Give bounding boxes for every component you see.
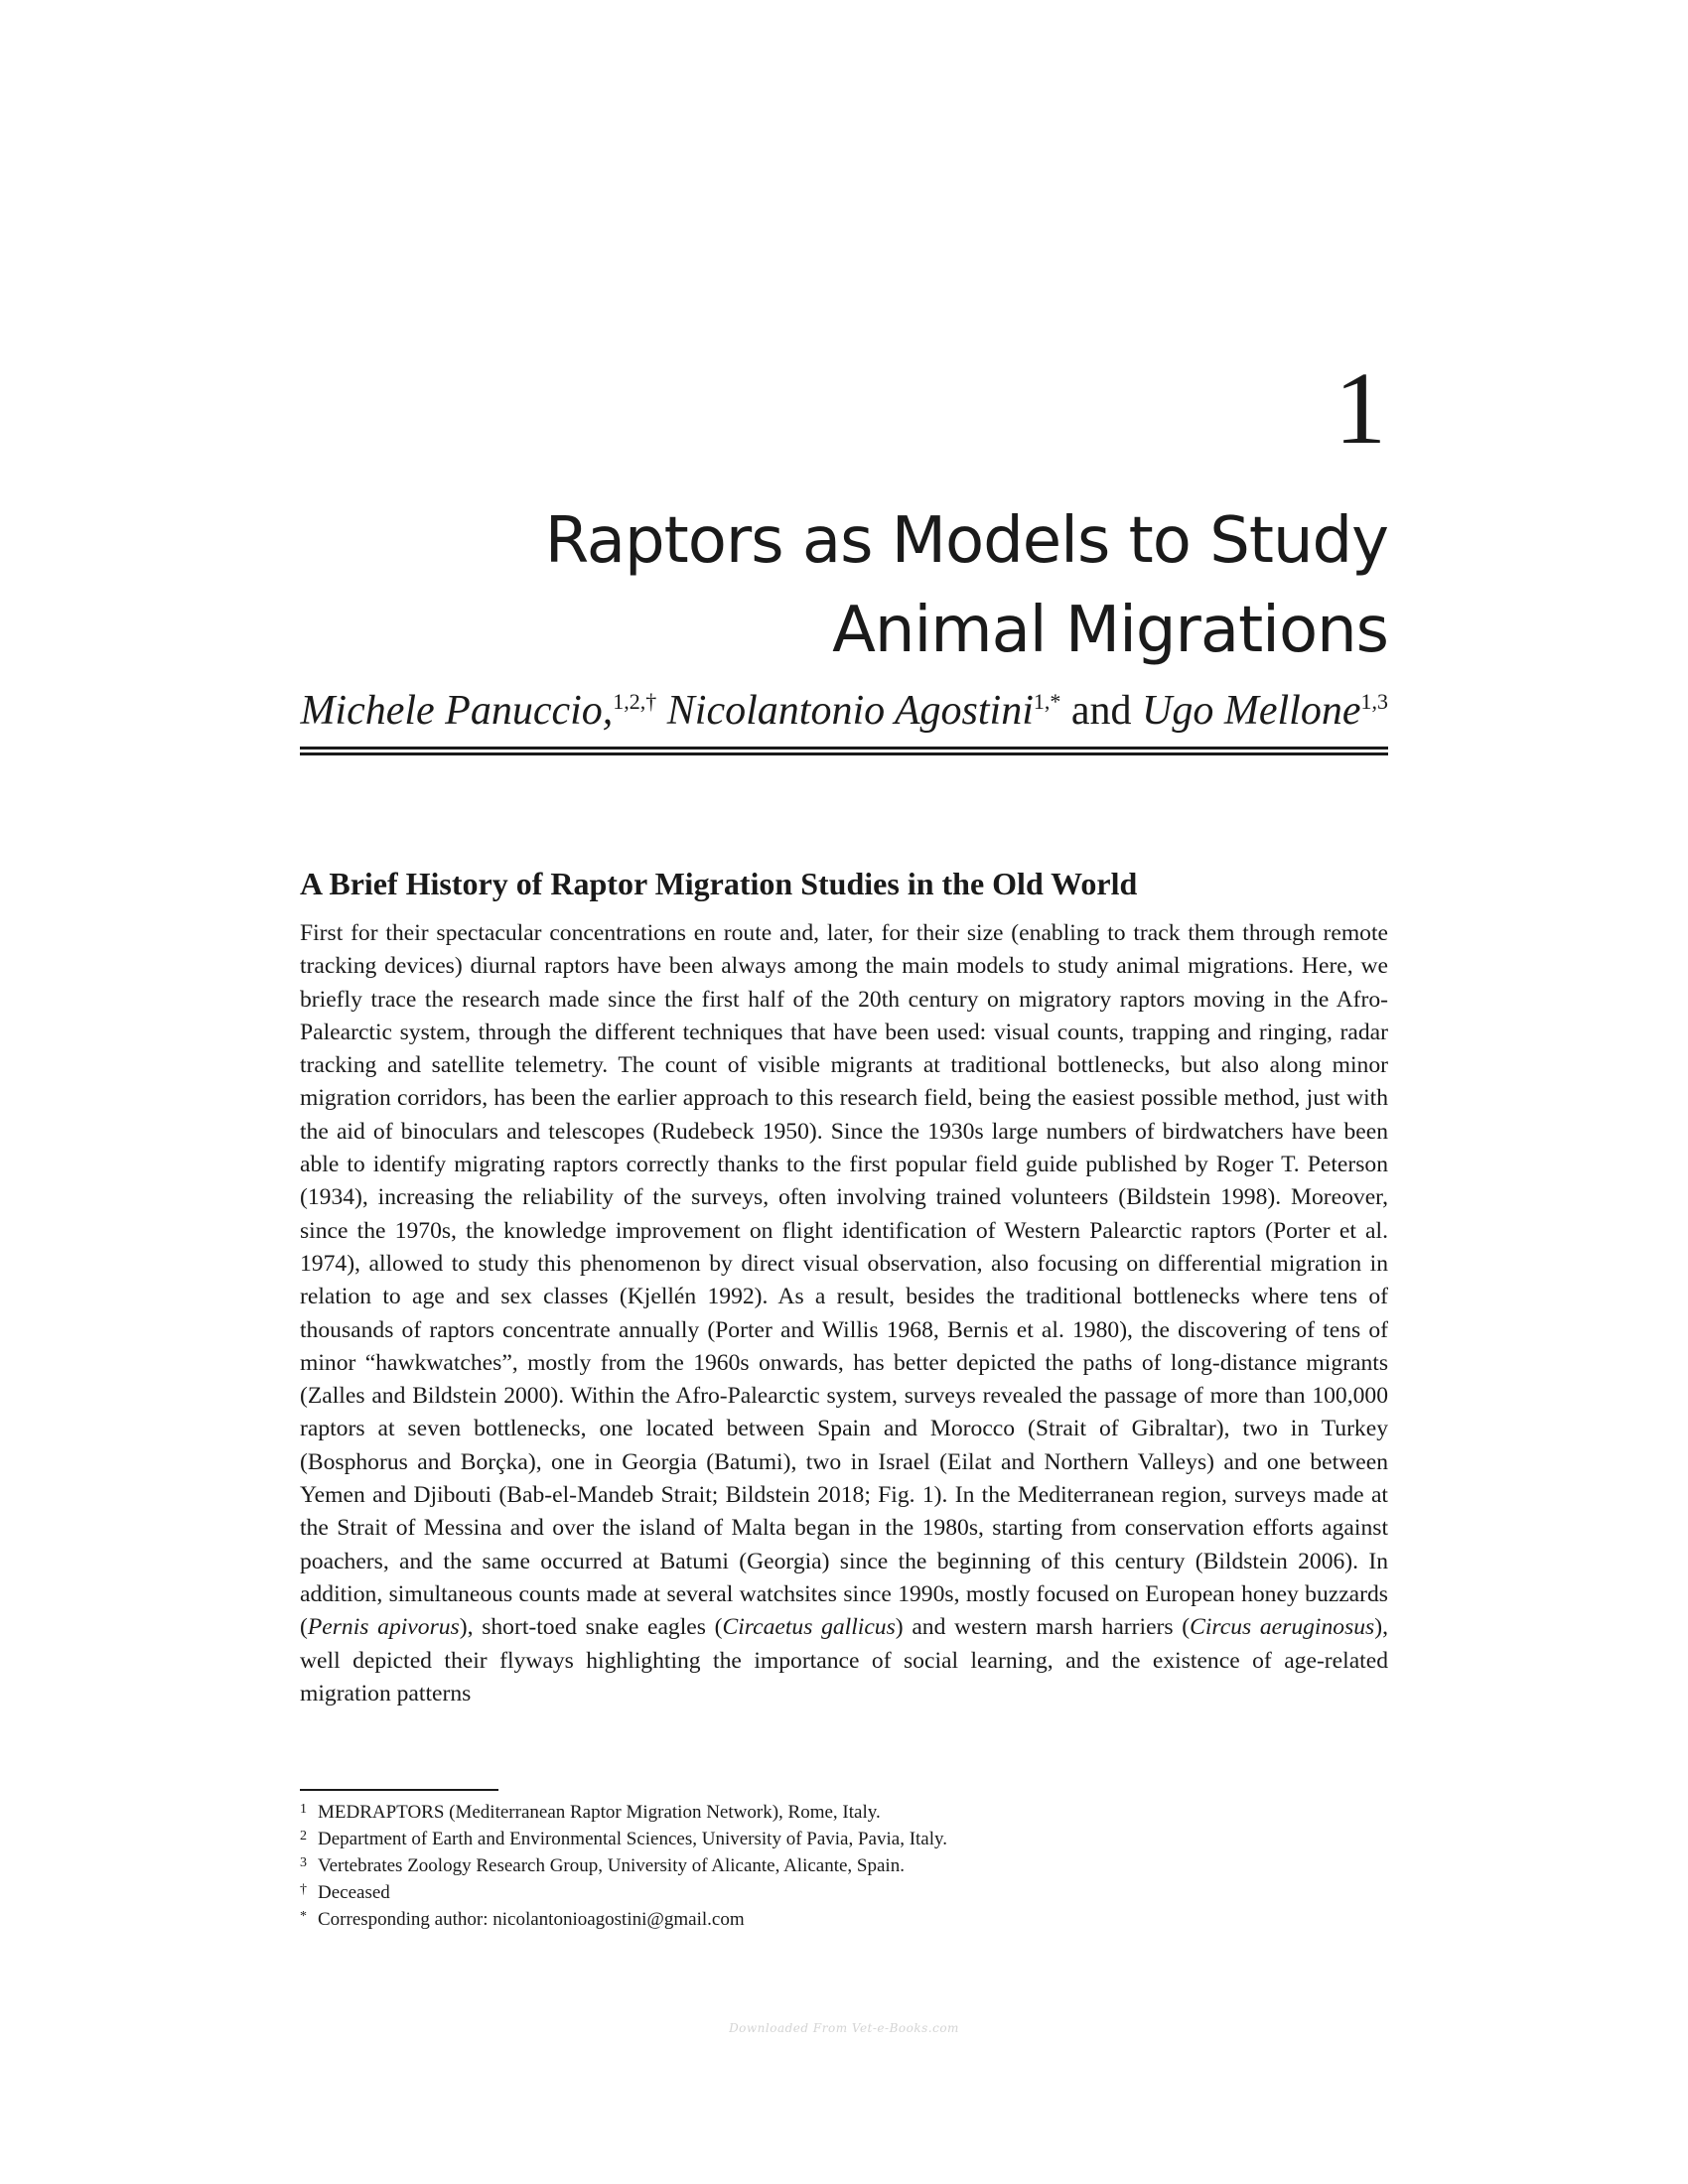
footnote-item bbox=[300, 1799, 1388, 1826]
footnote-mark: † bbox=[300, 1882, 307, 1897]
rule-line bbox=[300, 747, 1388, 750]
body-text-run: ), short-toed snake eagles ( bbox=[459, 1614, 723, 1641]
footnote-item bbox=[300, 1826, 1388, 1852]
body-text-run: First for their spectacular concentrations en route and, later, for their size (enabling to track them through remote tracking devices) diurnal raptors have been always among the main models to study animal migrations. Here, we briefly trace the research made since the first half of the 20th century on migratory raptors moving in the Afro-Palearctic system, through the different techniques that have been used: visual counts, trapping and ringing, radar tracking and satellite telemetry. The count of visible migrants at traditional bottlenecks, but also along minor migration corridors, has been the earlier approach to this research field, being the easiest possible method, just with the aid of binoculars and telescopes (Rudebeck 1950). Since the 1930s large numbers of birdwatchers have been able to identify migrating raptors correctly thanks to the first popular field guide published by Roger T. Peterson (1934), increasing the reliability of the surveys, often involving trained volunteers (Bildstein 1998). Moreover, since the 1970s, the knowledge improvement on flight identification of Western Palearctic raptors (Porter et al. 1974), allowed to study this phenomenon by direct visual observation, also focusing on differential migration in relation to age and sex classes (Kjellén 1992). As a result, besides the traditional bottlenecks where tens of thousands of raptors concentrate annually (Porter and Willis 1968, Bernis et al. 1980), the discovering of tens of minor “hawkwatches”, mostly from the 1960s onwards, has better depicted the paths of long-distance migrants (Zalles and Bildstein 2000). Within the Afro-Palearctic system, surveys revealed the passage of more than 100,000 raptors at seven bottlenecks, one located between Spain and Morocco (Strait of Gibraltar), two in Turkey (Bosphorus and Borçka), one in Georgia (Batumi), two in Israel (Eilat and Northern Valleys) and one between Yemen and Djibouti (Bab-el-Mandeb Strait; Bildstein 2018; Fig. 1). In the Mediterranean region, surveys made at the Strait of Messina and over the island of Malta began in the 1980s, starting from conservation efforts against poachers, and the same occurred at Batumi (Georgia) since the beginning of this century (Bildstein 2006). In addition, simultaneous counts made at several watchsites since 1990s, mostly focused on European honey buzzards ( bbox=[300, 920, 1388, 1641]
author-affiliation: 1,* bbox=[1033, 689, 1061, 714]
author-affiliation: 1,3 bbox=[1360, 689, 1388, 714]
footnotes bbox=[300, 1799, 1388, 1933]
footnote-item bbox=[300, 1879, 1388, 1906]
body-paragraph bbox=[300, 917, 1388, 1710]
footnote-text: MEDRAPTORS (Mediterranean Raptor Migration Network), Rome, Italy. bbox=[318, 1802, 881, 1823]
section-heading: A Brief History of Raptor Migration Studies in the Old World bbox=[300, 866, 1138, 901]
chapter-title-line-1: Raptors as Models to Study bbox=[544, 504, 1388, 578]
species-name: Circaetus gallicus bbox=[722, 1614, 896, 1641]
author-name: Ugo Mellone bbox=[1142, 688, 1361, 734]
footnote-text: Deceased bbox=[318, 1882, 390, 1903]
footnote-separator bbox=[300, 1789, 498, 1791]
footnote-text: Vertebrates Zoology Research Group, University of Alicante, Alicante, Spain. bbox=[318, 1855, 905, 1876]
footnote-text: Corresponding author: nicolantonioagostini@gmail.com bbox=[318, 1909, 745, 1930]
chapter-number: 1 bbox=[1335, 351, 1386, 466]
body-text-run: ) and western marsh harriers ( bbox=[895, 1614, 1191, 1641]
author-conjunction: and bbox=[1060, 688, 1143, 734]
footnote-item bbox=[300, 1906, 1388, 1933]
rule-line bbox=[300, 752, 1388, 755]
footnote-mark: 3 bbox=[300, 1855, 307, 1870]
chapter-title-line-2: Animal Migrations bbox=[832, 594, 1388, 667]
footnote-mark: * bbox=[300, 1909, 307, 1924]
footnote-mark: 1 bbox=[300, 1802, 307, 1817]
body-text-run: ), well depicted their flyways highlighting the importance of social learning, and the existence of age-related migration patterns bbox=[300, 1614, 1389, 1706]
author-list bbox=[197, 683, 1388, 739]
footnote-item bbox=[300, 1852, 1388, 1879]
footnote-mark: 2 bbox=[300, 1829, 307, 1843]
author-name: Michele Panuccio, bbox=[300, 688, 614, 734]
species-name: Pernis apivorus bbox=[307, 1614, 460, 1641]
download-watermark: Downloaded From Vet-e-Books.com bbox=[729, 2021, 959, 2035]
chapter-title bbox=[395, 496, 1388, 675]
title-double-rule bbox=[300, 747, 1388, 758]
author-name: Nicolantonio Agostini bbox=[666, 688, 1034, 734]
author-affiliation: 1,2,† bbox=[613, 689, 657, 714]
species-name: Circus aeruginosus bbox=[1190, 1614, 1375, 1641]
footnote-text: Department of Earth and Environmental Sciences, University of Pavia, Pavia, Italy. bbox=[318, 1829, 948, 1849]
